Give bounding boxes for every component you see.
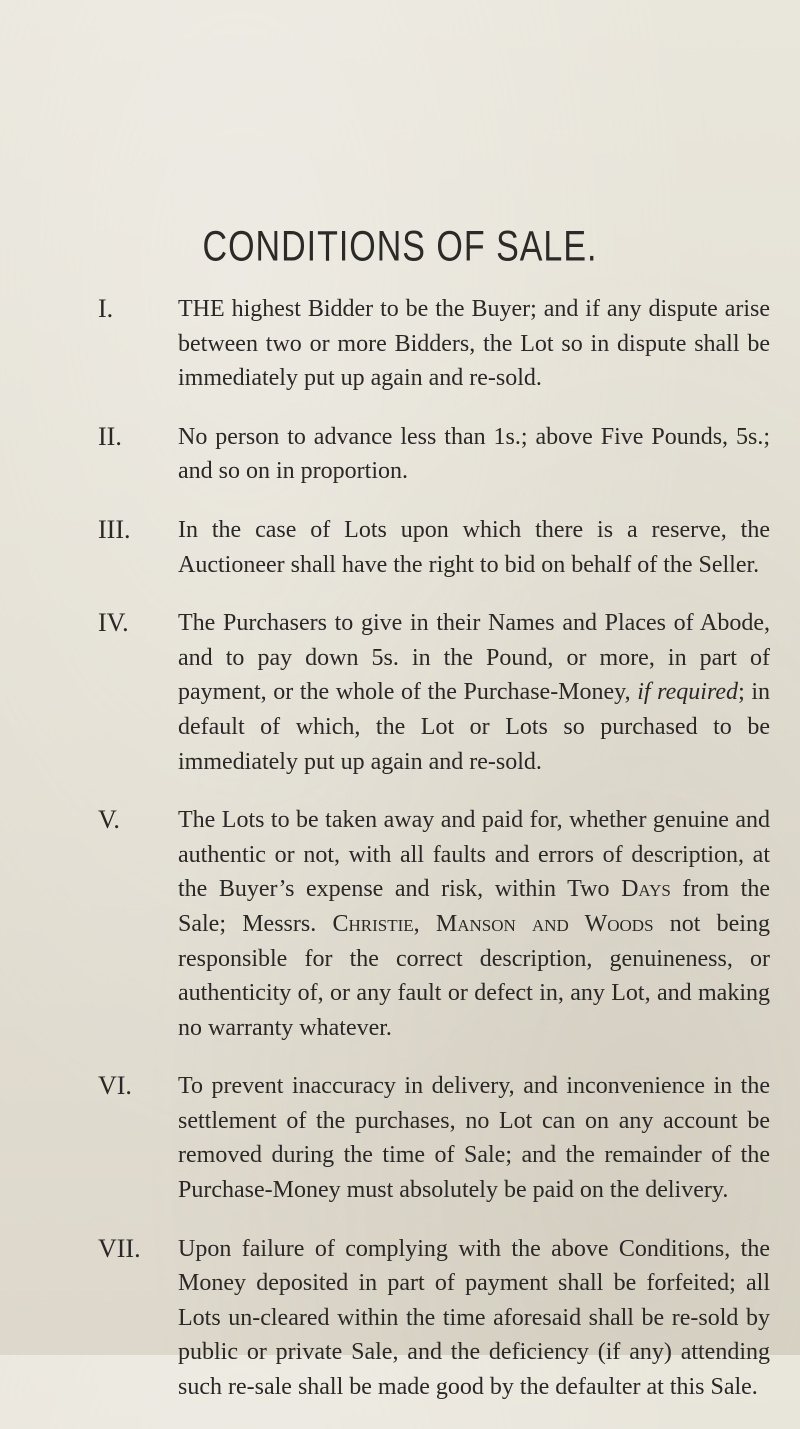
condition-text: No person to advance less than 1s.; above Five Pounds, 5s.; and so on in proportion.: [178, 423, 770, 485]
condition-4: [0, 606, 800, 779]
condition-text-smallcaps: Days: [621, 876, 671, 903]
condition-text-part: not being responsible for the correct description, genuineness, or authenticity of, or any fault or defect in, any Lot, and making no warranty whatever.: [178, 910, 770, 1041]
condition-text: [178, 807, 770, 1041]
condition-7: [0, 1232, 800, 1405]
condition-text: [178, 610, 770, 774]
condition-numeral: V.: [98, 805, 120, 835]
condition-5: [0, 803, 800, 1045]
condition-text: THE highest Bidder to be the Buyer; and if any dispute arise between two or more Bidders, the Lot so in dispute shall be immediately put up again and re-sold.: [178, 296, 770, 392]
auction-firm-name: Christie, Manson and Woods: [332, 910, 654, 937]
condition-1: [0, 292, 800, 396]
condition-6: [0, 1069, 800, 1207]
condition-text-part: The Purchasers to give in their Names and Places of Abode, and to pay down 5s. in the Pound, or more, in part of payment, or the whole of the Purchase-Money,: [178, 610, 770, 706]
condition-text-part: from the Sale; Messrs.: [178, 876, 770, 937]
condition-2: [0, 420, 800, 489]
condition-text: In the case of Lots upon which there is a reserve, the Auctioneer shall have the right to bid on behalf of the Seller.: [178, 516, 770, 578]
condition-3: [0, 513, 800, 582]
condition-numeral: VI.: [98, 1071, 132, 1101]
condition-numeral: III.: [98, 514, 131, 544]
condition-numeral: IV.: [98, 608, 129, 638]
condition-text: To prevent inaccuracy in delivery, and inconvenience in the settlement of the purchases, no Lot can on any account be removed during the time of Sale; and the remainder of the Purchase-Money must absolutely be paid on the delivery.: [178, 1073, 770, 1204]
condition-text-part: ; in default of which, the Lot or Lots so purchased to be immediately put up again and re-sold.: [178, 679, 771, 775]
condition-text-italic: if required: [637, 679, 739, 706]
condition-numeral: VII.: [98, 1233, 141, 1263]
condition-numeral: II.: [98, 421, 122, 451]
condition-text-part: The Lots to be taken away and paid for, whether genuine and authentic or not, with all faults and errors of description, at the Buyer’s expense and risk, within Two: [178, 807, 770, 903]
condition-text: Upon failure of complying with the above Conditions, the Money deposited in part of payment shall be forfeited; all Lots un-cleared within the time aforesaid shall be re-sold by public or private Sale, and the deficiency (if any) attending such re-sale shall be made good by the defaulter at this Sale.: [178, 1235, 770, 1401]
condition-numeral: I.: [98, 294, 114, 323]
page-title: CONDITIONS OF SALE.: [202, 223, 598, 271]
conditions-list: [0, 292, 800, 1429]
